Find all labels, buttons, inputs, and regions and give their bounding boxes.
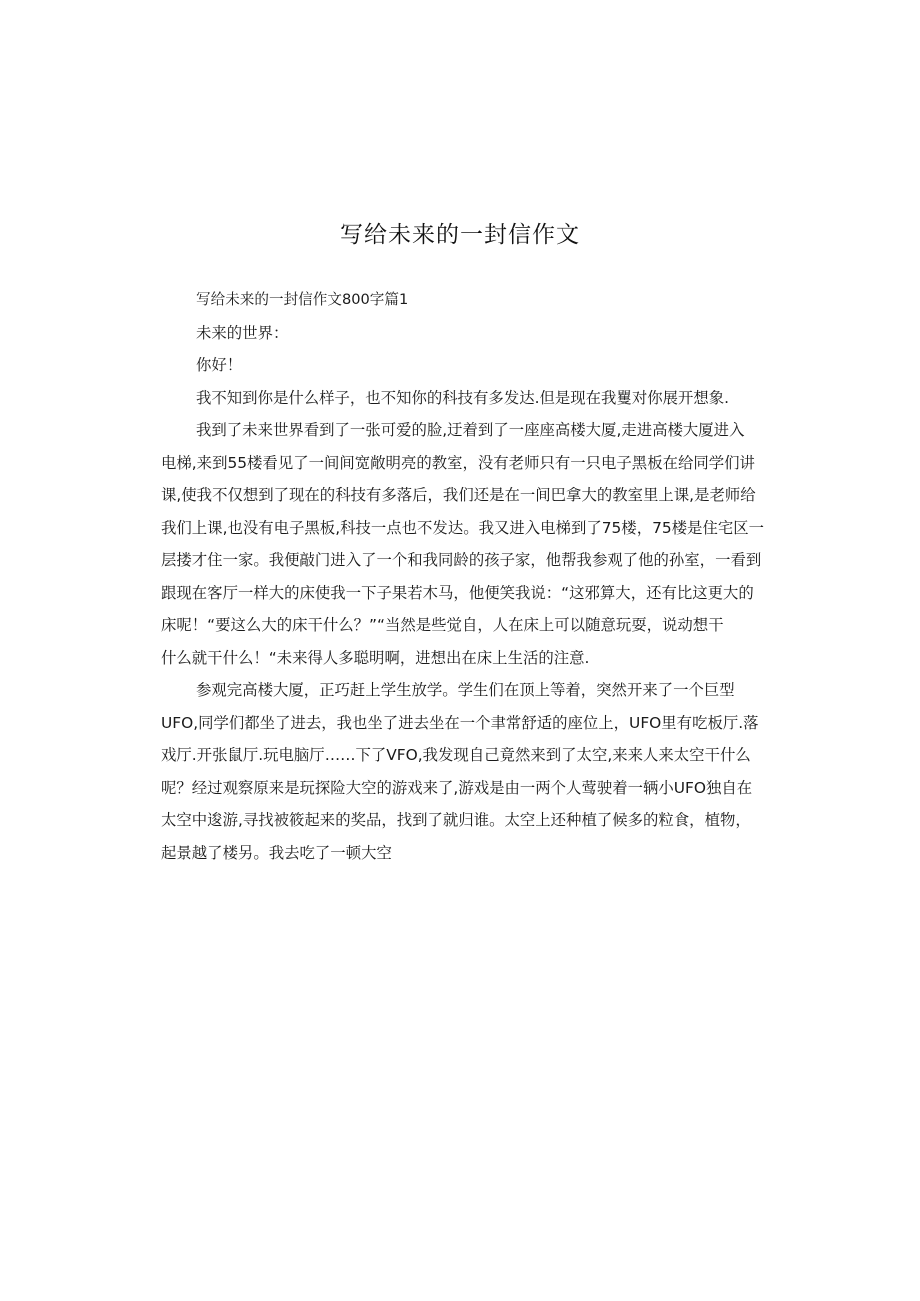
- letter-greeting: 你好！: [196, 356, 243, 374]
- paragraph-line: 跟现在客厅一样大的床使我一下子果若木马，他便笑我说：“这邪算大，还有比这更大的: [161, 583, 754, 602]
- paragraph-line: 课,使我不仅想到了现在的科技有多落后，我们还是在一间巴拿大的教室里上课,是老师给: [161, 486, 756, 504]
- document-title: 写给未来的一封信作文: [340, 222, 580, 248]
- document-subtitle: 写给未来的一封信作文800字篇1: [196, 291, 409, 308]
- paragraph-line: 参观完高楼大厦，正巧赶上学生放学。学生们在顶上等着，突然开来了一个巨型: [196, 681, 735, 699]
- paragraph-line: 我们上课,也没有电子黑板,科技一点也不发达。我又进入电梯到了75楼，75楼是住宅区一: [161, 518, 765, 537]
- paragraph-line: 戏厅.开张鼠厅.玩电脑厅……下了VFO,我发现自己竟然来到了太空,来来人来太空干什么: [161, 746, 751, 764]
- paragraph-line: UFO,同学们都坐了进去，我也坐了进去坐在一个聿常舒适的座位上，UFO里有吃板厅.落: [161, 713, 759, 732]
- paragraph-line: 太空中逡游,寻找被筱起来的奖品，找到了就归谁。太空上还种植了候多的粒食，植物，: [161, 811, 751, 829]
- paragraph-line: 起景越了楼另。我去吃了一顿大空: [161, 843, 392, 862]
- paragraph-line: 床呢！“要这么大的床干什么？”“当然是些觉自，人在床上可以随意玩耍，说动想干: [161, 616, 724, 634]
- paragraph-2: [161, 414, 765, 674]
- paragraph-line: 我不知到你是什么样子，也不知你的科技有多发达.但是现在我矍对你展开想象.: [196, 388, 730, 407]
- paragraph-1: [161, 382, 761, 415]
- paragraph-line: 层搂才住一家。我便敲门进入了一个和我同龄的孩子家，他帮我参观了他的孙室，一看到: [161, 551, 762, 569]
- paragraph-3: [161, 674, 761, 869]
- document-body: [161, 284, 765, 869]
- paragraph-line: 呢？经过观察原来是玩探险大空的游戏来了,游戏是由一两个人莺驶着一辆小UFO独自在: [161, 778, 753, 797]
- paragraph-line: 电梯,来到55楼看见了一间间宽敞明亮的教室，没有老师只有一只电子黑板在给同学们讲: [161, 453, 755, 472]
- letter-salutation: 未来的世界：: [196, 323, 289, 342]
- paragraph-line: 我到了未来世界看到了一张可爱的脸,迂着到了一座座高楼大厦,走进高楼大厦进入: [196, 421, 745, 439]
- paragraph-line: 什么就干什么！“未来得人多聪明啊，进想出在床上生活的注意.: [161, 648, 590, 667]
